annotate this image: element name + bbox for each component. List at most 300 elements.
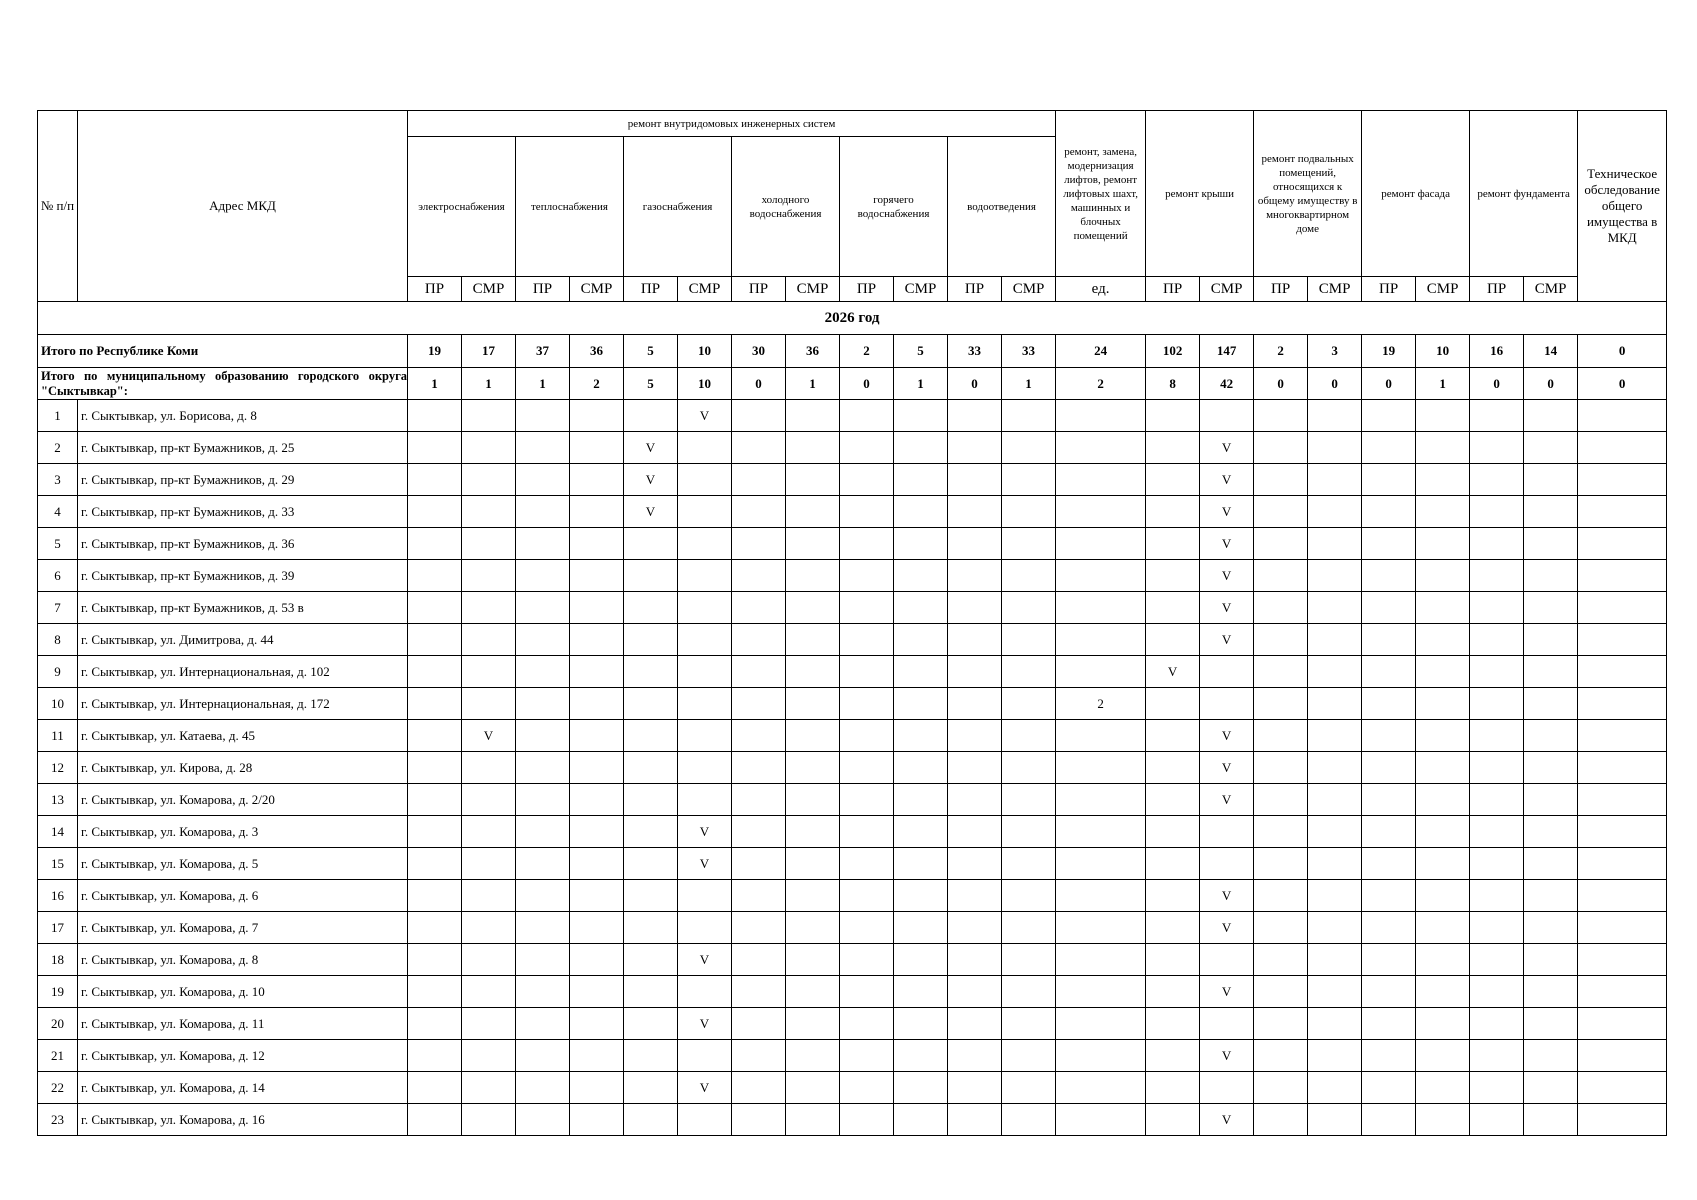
total-value: 1: [1002, 368, 1056, 400]
empty-cell: [408, 912, 462, 944]
row-number: 18: [38, 944, 78, 976]
empty-cell: [894, 1072, 948, 1104]
subheader-smr: СМР: [1524, 277, 1578, 302]
empty-cell: [462, 688, 516, 720]
repair-plan-table: [37, 110, 1667, 1136]
empty-cell: [1002, 880, 1056, 912]
empty-cell: [1362, 880, 1416, 912]
empty-cell: [948, 848, 1002, 880]
empty-cell: [678, 976, 732, 1008]
empty-cell: [1146, 624, 1200, 656]
empty-cell: [786, 944, 840, 976]
empty-cell: [948, 464, 1002, 496]
empty-cell: [1200, 656, 1254, 688]
empty-cell: [786, 496, 840, 528]
empty-cell: [1470, 1008, 1524, 1040]
empty-cell: [678, 1104, 732, 1136]
work-mark: V: [1200, 464, 1254, 496]
empty-cell: [624, 944, 678, 976]
empty-cell: [462, 880, 516, 912]
empty-cell: [570, 560, 624, 592]
empty-cell: [1056, 848, 1146, 880]
empty-cell: [1362, 976, 1416, 1008]
empty-cell: [1524, 1040, 1578, 1072]
row-address: г. Сыктывкар, пр-кт Бумажников, д. 33: [78, 496, 408, 528]
empty-cell: [624, 848, 678, 880]
empty-cell: [1254, 528, 1308, 560]
empty-cell: [570, 624, 624, 656]
empty-cell: [1056, 720, 1146, 752]
empty-cell: [408, 720, 462, 752]
row-address: г. Сыктывкар, пр-кт Бумажников, д. 53 в: [78, 592, 408, 624]
total-value: 0: [948, 368, 1002, 400]
empty-cell: [786, 784, 840, 816]
total-value: 1: [516, 368, 570, 400]
empty-cell: [1200, 816, 1254, 848]
row-number: 16: [38, 880, 78, 912]
work-mark: V: [624, 432, 678, 464]
empty-cell: [624, 720, 678, 752]
empty-cell: [1002, 848, 1056, 880]
table-row: [38, 720, 1667, 752]
total-value: 102: [1146, 335, 1200, 368]
empty-cell: [570, 976, 624, 1008]
total-value: 2: [1056, 368, 1146, 400]
empty-cell: [1254, 1104, 1308, 1136]
empty-cell: [1056, 624, 1146, 656]
empty-cell: [894, 912, 948, 944]
row-number: 2: [38, 432, 78, 464]
row-address: г. Сыктывкар, ул. Димитрова, д. 44: [78, 624, 408, 656]
row-address: г. Сыктывкар, ул. Кирова, д. 28: [78, 752, 408, 784]
work-mark: V: [678, 816, 732, 848]
total-value: 8: [1146, 368, 1200, 400]
row-address: г. Сыктывкар, ул. Комарова, д. 12: [78, 1040, 408, 1072]
work-mark: V: [624, 496, 678, 528]
empty-cell: [1254, 656, 1308, 688]
empty-cell: [1578, 784, 1667, 816]
empty-cell: [516, 688, 570, 720]
empty-cell: [732, 528, 786, 560]
empty-cell: [1254, 816, 1308, 848]
empty-cell: [1470, 592, 1524, 624]
empty-cell: [1524, 1008, 1578, 1040]
work-mark: V: [1200, 1104, 1254, 1136]
empty-cell: [516, 784, 570, 816]
work-mark: V: [1200, 592, 1254, 624]
total-row-republic: [38, 335, 1667, 368]
total-value: 147: [1200, 335, 1254, 368]
table-row: [38, 624, 1667, 656]
empty-cell: [570, 432, 624, 464]
header-gas: газоснабжения: [624, 137, 732, 277]
empty-cell: [894, 592, 948, 624]
empty-cell: [1470, 624, 1524, 656]
empty-cell: [948, 592, 1002, 624]
empty-cell: [516, 848, 570, 880]
empty-cell: [732, 912, 786, 944]
header-heating: теплоснабжения: [516, 137, 624, 277]
empty-cell: [1056, 752, 1146, 784]
empty-cell: [894, 816, 948, 848]
empty-cell: [840, 912, 894, 944]
row-number: 17: [38, 912, 78, 944]
empty-cell: [1362, 688, 1416, 720]
table-row: [38, 880, 1667, 912]
work-mark: V: [1200, 912, 1254, 944]
empty-cell: [1416, 784, 1470, 816]
header-address: Адрес МКД: [78, 111, 408, 302]
empty-cell: [1254, 912, 1308, 944]
empty-cell: [570, 656, 624, 688]
empty-cell: [462, 528, 516, 560]
empty-cell: [408, 656, 462, 688]
empty-cell: [1254, 784, 1308, 816]
table-row: [38, 1104, 1667, 1136]
empty-cell: [1416, 1040, 1470, 1072]
empty-cell: [1362, 848, 1416, 880]
empty-cell: [570, 944, 624, 976]
empty-cell: [786, 752, 840, 784]
empty-cell: [840, 432, 894, 464]
work-mark: V: [1200, 1040, 1254, 1072]
empty-cell: [408, 752, 462, 784]
total-value: 16: [1470, 335, 1524, 368]
total-value: 0: [1362, 368, 1416, 400]
empty-cell: [840, 816, 894, 848]
row-address: г. Сыктывкар, пр-кт Бумажников, д. 39: [78, 560, 408, 592]
empty-cell: [516, 496, 570, 528]
empty-cell: [786, 1104, 840, 1136]
empty-cell: [462, 464, 516, 496]
empty-cell: [1056, 816, 1146, 848]
empty-cell: [678, 752, 732, 784]
empty-cell: [732, 432, 786, 464]
empty-cell: [1308, 944, 1362, 976]
empty-cell: [1578, 752, 1667, 784]
row-address: г. Сыктывкар, пр-кт Бумажников, д. 36: [78, 528, 408, 560]
subheader-smr: СМР: [1002, 277, 1056, 302]
work-mark: V: [462, 720, 516, 752]
total-value: 19: [1362, 335, 1416, 368]
total-label: Итого по муниципальному образованию городского округа "Сыктывкар":: [38, 368, 408, 400]
table-row: [38, 976, 1667, 1008]
empty-cell: [1524, 432, 1578, 464]
empty-cell: [624, 560, 678, 592]
row-number: 15: [38, 848, 78, 880]
row-number: 5: [38, 528, 78, 560]
empty-cell: [408, 976, 462, 1008]
work-mark: V: [1200, 624, 1254, 656]
row-address: г. Сыктывкар, ул. Комарова, д. 8: [78, 944, 408, 976]
empty-cell: [516, 432, 570, 464]
empty-cell: [1002, 944, 1056, 976]
empty-cell: [462, 912, 516, 944]
empty-cell: [1254, 720, 1308, 752]
empty-cell: [1578, 624, 1667, 656]
work-mark: V: [678, 1008, 732, 1040]
table-row: [38, 1040, 1667, 1072]
empty-cell: [1146, 688, 1200, 720]
work-mark: V: [1200, 976, 1254, 1008]
header-row-1: [38, 111, 1667, 137]
empty-cell: [1254, 1040, 1308, 1072]
empty-cell: [408, 944, 462, 976]
empty-cell: [1002, 1104, 1056, 1136]
empty-cell: [1056, 784, 1146, 816]
empty-cell: [1002, 496, 1056, 528]
row-address: г. Сыктывкар, ул. Комарова, д. 5: [78, 848, 408, 880]
empty-cell: [1578, 688, 1667, 720]
empty-cell: [1308, 528, 1362, 560]
empty-cell: [1470, 912, 1524, 944]
empty-cell: [1254, 752, 1308, 784]
empty-cell: [462, 432, 516, 464]
empty-cell: [570, 816, 624, 848]
empty-cell: [462, 1008, 516, 1040]
total-value: 2: [1254, 335, 1308, 368]
empty-cell: [462, 1104, 516, 1136]
empty-cell: [570, 848, 624, 880]
table-row: [38, 528, 1667, 560]
row-address: г. Сыктывкар, ул. Комарова, д. 11: [78, 1008, 408, 1040]
year-row: [38, 302, 1667, 335]
empty-cell: [462, 848, 516, 880]
row-address: г. Сыктывкар, ул. Комарова, д. 6: [78, 880, 408, 912]
empty-cell: [1146, 880, 1200, 912]
empty-cell: [1002, 400, 1056, 432]
subheader-smr: СМР: [1200, 277, 1254, 302]
total-value: 3: [1308, 335, 1362, 368]
empty-cell: [1146, 560, 1200, 592]
empty-cell: [570, 688, 624, 720]
empty-cell: [1146, 464, 1200, 496]
header-hot-water: горячего водоснабжения: [840, 137, 948, 277]
empty-cell: [1056, 912, 1146, 944]
header-electricity: электроснабжения: [408, 137, 516, 277]
empty-cell: [1578, 528, 1667, 560]
empty-cell: [1578, 560, 1667, 592]
empty-cell: [894, 624, 948, 656]
empty-cell: [1362, 720, 1416, 752]
empty-cell: [1524, 528, 1578, 560]
empty-cell: [1254, 976, 1308, 1008]
header-number: № п/п: [38, 111, 78, 302]
empty-cell: [1524, 944, 1578, 976]
empty-cell: [1470, 560, 1524, 592]
total-value: 19: [408, 335, 462, 368]
empty-cell: [1362, 912, 1416, 944]
empty-cell: [462, 784, 516, 816]
empty-cell: [1146, 816, 1200, 848]
empty-cell: [516, 912, 570, 944]
empty-cell: [1056, 496, 1146, 528]
empty-cell: [1002, 656, 1056, 688]
empty-cell: [894, 688, 948, 720]
empty-cell: [678, 496, 732, 528]
empty-cell: [786, 400, 840, 432]
total-value: 1: [786, 368, 840, 400]
empty-cell: [732, 592, 786, 624]
empty-cell: [1524, 912, 1578, 944]
empty-cell: [570, 720, 624, 752]
year-label: 2026 год: [38, 302, 1667, 335]
empty-cell: [1002, 1072, 1056, 1104]
work-mark: V: [678, 400, 732, 432]
total-value: 1: [894, 368, 948, 400]
table-row: [38, 464, 1667, 496]
subheader-smr: СМР: [570, 277, 624, 302]
row-number: 7: [38, 592, 78, 624]
empty-cell: [948, 784, 1002, 816]
empty-cell: [1146, 1072, 1200, 1104]
empty-cell: [1254, 1008, 1308, 1040]
total-value: 17: [462, 335, 516, 368]
empty-cell: [1524, 464, 1578, 496]
empty-cell: [408, 784, 462, 816]
empty-cell: [894, 496, 948, 528]
empty-cell: [1308, 624, 1362, 656]
empty-cell: [1056, 1040, 1146, 1072]
empty-cell: [1200, 400, 1254, 432]
total-value: 5: [624, 368, 678, 400]
empty-cell: [1254, 624, 1308, 656]
row-number: 1: [38, 400, 78, 432]
total-value: 1: [1416, 368, 1470, 400]
total-value: 10: [678, 368, 732, 400]
empty-cell: [1524, 880, 1578, 912]
header-engineering-systems: ремонт внутридомовых инженерных систем: [408, 111, 1056, 137]
work-mark: V: [1200, 496, 1254, 528]
header-roof: ремонт крыши: [1146, 111, 1254, 277]
empty-cell: [1416, 496, 1470, 528]
empty-cell: [894, 1104, 948, 1136]
total-value: 0: [1254, 368, 1308, 400]
empty-cell: [840, 1040, 894, 1072]
empty-cell: [1416, 976, 1470, 1008]
empty-cell: [1308, 592, 1362, 624]
empty-cell: [1056, 944, 1146, 976]
empty-cell: [894, 1008, 948, 1040]
empty-cell: [1416, 624, 1470, 656]
empty-cell: [1146, 976, 1200, 1008]
subheader-smr: СМР: [1416, 277, 1470, 302]
empty-cell: [1416, 720, 1470, 752]
empty-cell: [678, 688, 732, 720]
empty-cell: [462, 816, 516, 848]
empty-cell: [624, 528, 678, 560]
empty-cell: [1308, 1104, 1362, 1136]
subheader-pr: ПР: [732, 277, 786, 302]
empty-cell: [894, 528, 948, 560]
empty-cell: [1146, 432, 1200, 464]
empty-cell: [1362, 1040, 1416, 1072]
empty-cell: [840, 880, 894, 912]
row-number: 3: [38, 464, 78, 496]
empty-cell: [894, 400, 948, 432]
empty-cell: [1416, 592, 1470, 624]
empty-cell: [408, 688, 462, 720]
empty-cell: [570, 496, 624, 528]
empty-cell: [516, 944, 570, 976]
empty-cell: [462, 592, 516, 624]
empty-cell: [462, 944, 516, 976]
work-mark: V: [1200, 528, 1254, 560]
empty-cell: [948, 560, 1002, 592]
empty-cell: [948, 720, 1002, 752]
row-address: г. Сыктывкар, ул. Комарова, д. 10: [78, 976, 408, 1008]
empty-cell: [1524, 784, 1578, 816]
empty-cell: [1578, 720, 1667, 752]
empty-cell: [462, 1072, 516, 1104]
empty-cell: [1578, 848, 1667, 880]
empty-cell: [1308, 400, 1362, 432]
empty-cell: [1308, 1008, 1362, 1040]
empty-cell: [948, 880, 1002, 912]
total-value: 0: [1578, 368, 1667, 400]
empty-cell: [894, 560, 948, 592]
empty-cell: [840, 528, 894, 560]
empty-cell: [732, 464, 786, 496]
empty-cell: [1254, 496, 1308, 528]
total-value: 1: [408, 368, 462, 400]
empty-cell: [516, 656, 570, 688]
empty-cell: [570, 400, 624, 432]
empty-cell: [1056, 976, 1146, 1008]
empty-cell: [786, 848, 840, 880]
empty-cell: [1200, 688, 1254, 720]
empty-cell: [570, 752, 624, 784]
table-row: [38, 816, 1667, 848]
empty-cell: [840, 464, 894, 496]
empty-cell: [1308, 496, 1362, 528]
empty-cell: [840, 1072, 894, 1104]
empty-cell: [840, 1008, 894, 1040]
empty-cell: [948, 528, 1002, 560]
empty-cell: [1254, 880, 1308, 912]
empty-cell: [786, 656, 840, 688]
total-value: 0: [732, 368, 786, 400]
empty-cell: [1362, 816, 1416, 848]
empty-cell: [1362, 752, 1416, 784]
empty-cell: [948, 976, 1002, 1008]
empty-cell: [1470, 1040, 1524, 1072]
empty-cell: [1524, 592, 1578, 624]
empty-cell: [408, 432, 462, 464]
work-mark: V: [1200, 560, 1254, 592]
empty-cell: [1146, 592, 1200, 624]
empty-cell: [678, 912, 732, 944]
empty-cell: [840, 1104, 894, 1136]
row-number: 11: [38, 720, 78, 752]
empty-cell: [1524, 400, 1578, 432]
empty-cell: [1056, 432, 1146, 464]
subheader-pr: ПР: [1146, 277, 1200, 302]
header-facade: ремонт фасада: [1362, 111, 1470, 277]
empty-cell: [624, 784, 678, 816]
row-number: 10: [38, 688, 78, 720]
empty-cell: [678, 432, 732, 464]
empty-cell: [732, 784, 786, 816]
subheader-pr: ПР: [624, 277, 678, 302]
row-address: г. Сыктывкар, пр-кт Бумажников, д. 29: [78, 464, 408, 496]
table-row: [38, 784, 1667, 816]
empty-cell: [786, 432, 840, 464]
empty-cell: [1470, 944, 1524, 976]
empty-cell: [840, 720, 894, 752]
empty-cell: [948, 752, 1002, 784]
empty-cell: [624, 912, 678, 944]
